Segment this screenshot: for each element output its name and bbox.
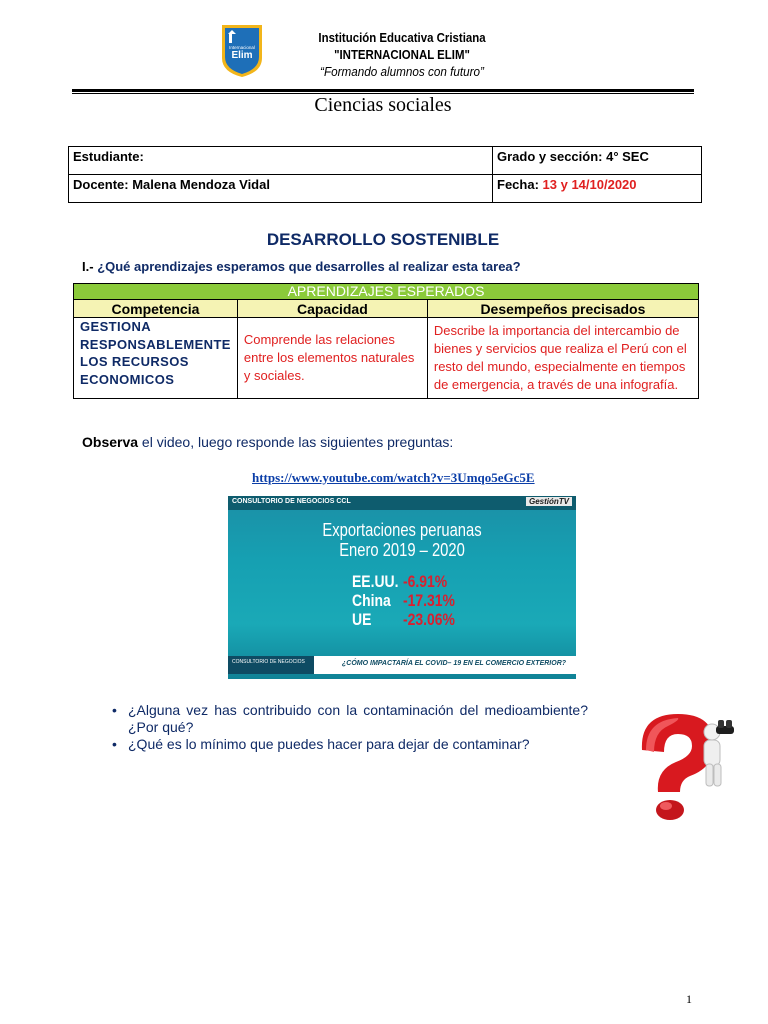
header-divider [72,89,694,92]
school-subname: "INTERNACIONAL ELIM" [334,47,470,62]
page-number: 1 [686,992,692,1006]
question-mark-binoculars-icon [620,706,744,822]
bullet-icon: • [112,702,117,718]
thumbnail-value-3: -23.06% [403,610,455,629]
question-number: I.- [82,259,94,274]
learning-table [73,283,699,399]
student-info-table [68,146,702,203]
student-cell[interactable] [69,147,493,175]
question-item [110,702,588,736]
date-cell [493,175,702,203]
video-thumbnail[interactable] [228,496,576,679]
thumbnail-title-line2: Enero 2019 – 2020 [339,540,465,560]
thumbnail-bottom-label: CONSULTORIO DE NEGOCIOS [228,656,314,674]
thumbnail-value-1: -6.91% [403,572,448,591]
svg-text:Elim: Elim [231,50,253,61]
observe-bold: Observa [82,434,139,450]
subject-title: Ciencias sociales [314,94,452,116]
header-desempenos: Desempeños precisados [427,300,698,318]
observe-instruction [82,434,453,450]
header-competencia: Competencia [74,300,238,318]
thumbnail-question: ¿CÓMO IMPACTARÍA EL COVID– 19 EN EL COMERCIO EXTERIOR? [342,660,567,667]
question-1: ¿Alguna vez has contribuido con la contaminación del medioambiente? ¿Por qué? [128,702,588,735]
capacidad-value: Comprende las relaciones entre los elementos naturales y sociales. [237,318,427,399]
thumbnail-brand: GestiónTV [526,497,572,506]
section-heading: DESARROLLO SOSTENIBLE [266,230,500,249]
question-text: ¿Qué aprendizajes esperamos que desarrolles al realizar esta tarea? [97,259,521,274]
bullet-icon: • [112,736,117,752]
question-intro [82,259,521,274]
question-list [110,702,588,753]
header-capacidad: Capacidad [237,300,427,318]
question-2: ¿Qué es lo mínimo que puedes hacer para dejar de contaminar? [128,736,530,752]
competencia-value: GESTIONA RESPONSABLEMENTE LOS RECURSOS ECONOMICOS [74,318,238,399]
desempeno-value: Describe la importancia del intercambio de bienes y servicios que realiza el Perú con el resto del mundo, especialmente en tiempos de emergencia, a través de una infografía. [427,318,698,399]
thumbnail-title [259,520,544,560]
question-item [110,736,588,753]
school-motto: “Formando alumnos con futuro” [320,64,484,79]
learning-table-title: APRENDIZAJES ESPERADOS [74,284,699,300]
grade-cell: Grado y sección: 4° SEC [493,147,702,175]
student-label: Estudiante: [73,149,144,164]
thumbnail-country-1: EE.UU. [352,572,399,591]
date-label: Fecha: [497,177,539,192]
thumbnail-ccl-label: CONSULTORIO DE NEGOCIOS CCL [232,498,351,505]
svg-text:Internacional: Internacional [229,45,255,50]
date-value: 13 y 14/10/2020 [542,177,637,192]
thumbnail-country-2: China [352,591,391,610]
observe-rest: el video, luego responde las siguientes preguntas: [138,434,454,450]
school-name: Institución Educativa Cristiana [318,30,486,45]
thumbnail-value-2: -17.31% [403,591,455,610]
video-link[interactable]: https://www.youtube.com/watch?v=3Umqo5eGc5E [252,470,535,485]
thumbnail-title-line1: Exportaciones peruanas [322,520,482,540]
thumbnail-country-3: UE [352,610,372,629]
teacher-cell: Docente: Malena Mendoza Vidal [69,175,493,203]
